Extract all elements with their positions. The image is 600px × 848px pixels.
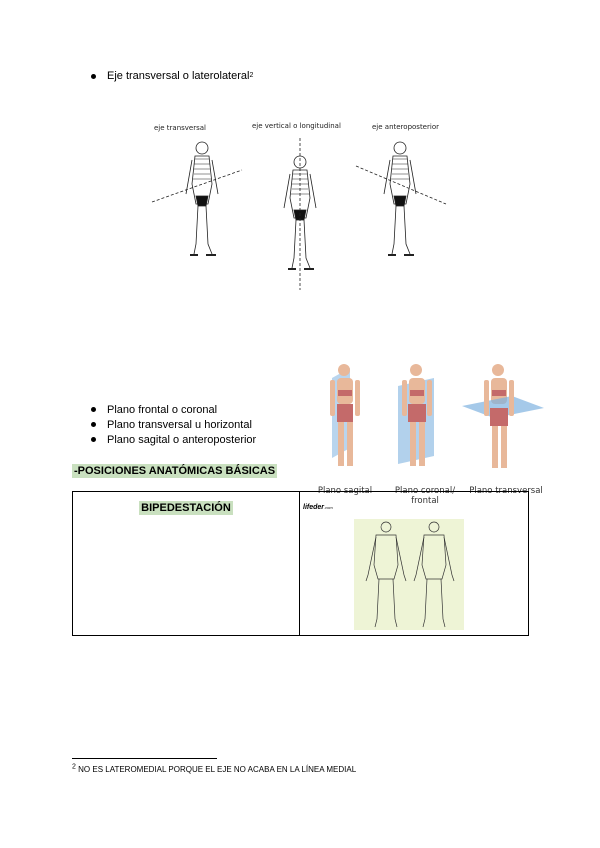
axes-figure — [150, 120, 450, 290]
list-item — [91, 417, 256, 432]
bipedestacion-title: BIPEDESTACIÓN — [141, 502, 231, 514]
axis-label-vertical: eje vertical o longitudinal — [252, 122, 341, 130]
body-figure-transverse — [152, 142, 242, 255]
plane-item-text: Plano sagital o anteroposterior — [107, 433, 257, 446]
anatomical-position-figure — [354, 519, 464, 630]
body-figure-anteroposterior — [356, 142, 446, 255]
body-figure-transverse-plane — [462, 364, 544, 468]
caption-coronal: Plano coronal/ frontal — [394, 486, 456, 506]
brand-logo — [303, 504, 333, 511]
table-divider — [299, 492, 300, 635]
caption-transverse: Plano transversal — [469, 486, 543, 496]
section-heading-text: -POSICIONES ANATÓMICAS BÁSICAS — [74, 465, 276, 477]
axis-label-transverse: eje transversal — [154, 124, 206, 132]
footnote-rule — [72, 758, 217, 759]
bullet-icon — [91, 407, 96, 412]
positions-table — [72, 491, 529, 636]
axis-bullet-text: Eje transversal o laterolateral — [107, 70, 250, 82]
footnote-text: NO ES LATEROMEDIAL PORQUE EL EJE NO ACABA EN LA LÍNEA MEDIAL — [78, 765, 357, 774]
section-heading — [72, 461, 277, 479]
planes-list — [91, 402, 256, 447]
list-item — [91, 432, 256, 447]
axis-label-anteroposterior: eje anteroposterior — [372, 123, 439, 131]
bullet-icon — [91, 422, 96, 427]
plane-item-text: Plano transversal u horizontal — [107, 418, 252, 431]
planes-figure — [312, 356, 544, 506]
plane-item-text: Plano frontal o coronal — [107, 403, 218, 416]
anatomical-outline-illustration — [354, 519, 464, 630]
list-item — [91, 402, 256, 417]
body-figure-coronal — [398, 364, 434, 466]
planes-illustration — [312, 356, 544, 484]
footnote-number: 2 — [72, 763, 76, 771]
brand-suffix: .com — [324, 505, 333, 510]
caption-sagittal: Plano sagital — [317, 486, 373, 496]
axes-illustration — [150, 134, 450, 290]
axis-bullet: Eje transversal o laterolateral 2 — [91, 70, 253, 82]
brand-name: lifeder — [303, 504, 325, 511]
footnote — [72, 765, 356, 774]
body-figure-vertical — [284, 138, 316, 290]
table-cell-left — [73, 498, 299, 516]
bullet-icon — [91, 74, 96, 79]
bullet-icon — [91, 437, 96, 442]
body-figure-sagittal — [330, 364, 360, 466]
